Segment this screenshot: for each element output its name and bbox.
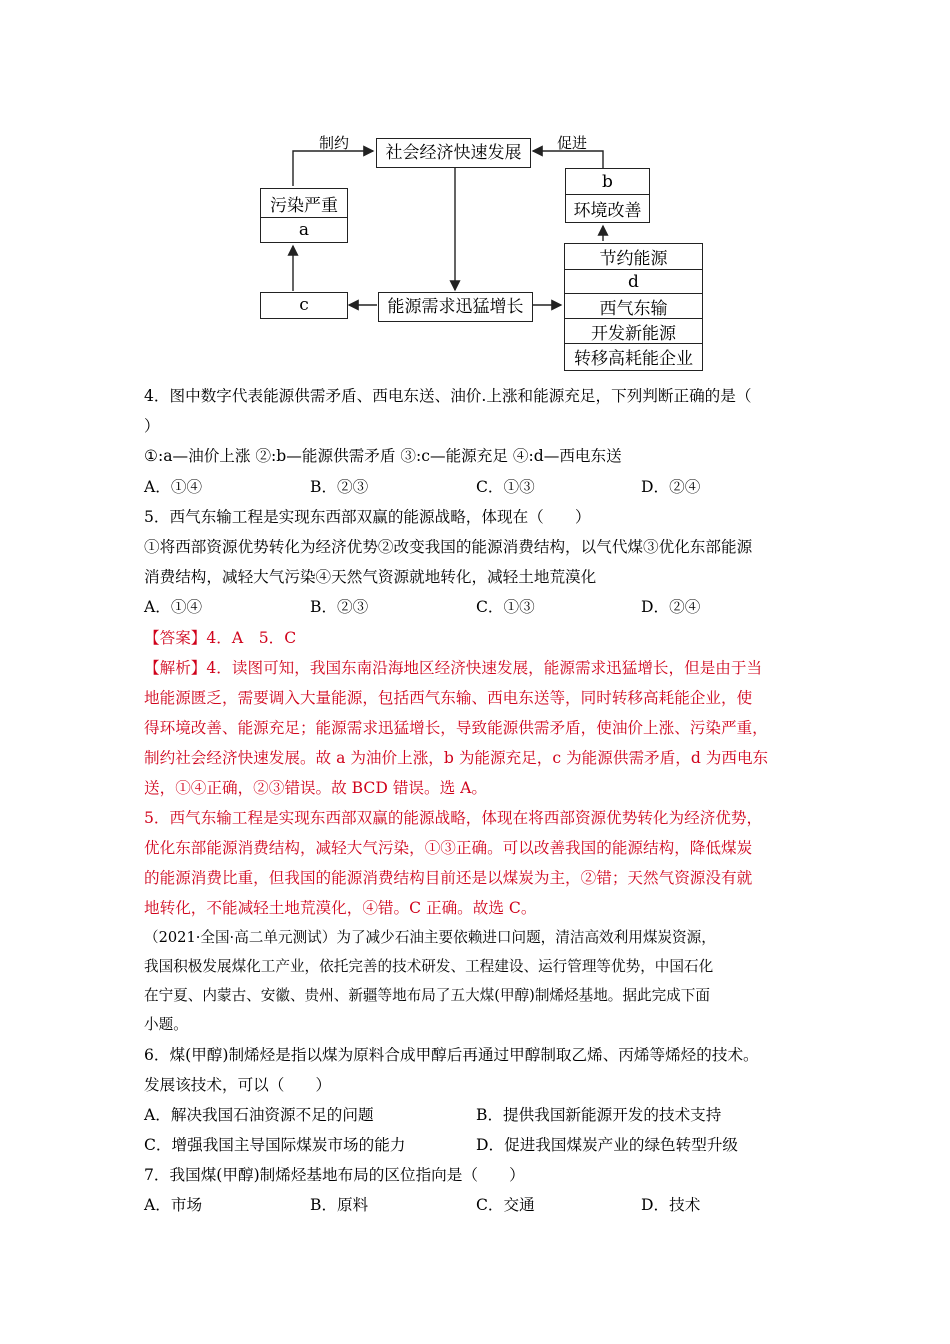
analysis-line: 地能源匮乏，需要调入大量能源，包括西气东输、西电东送等，同时转移高耗能企业，使 — [144, 689, 753, 707]
q5-items-line1: ①将西部资源优势转化为经济优势②改变我国的能源消费结构，以气代煤③优化东部能源 — [144, 538, 753, 556]
analysis-line: 优化东部能源消费结构，减轻大气污染，①③正确。可以改善我国的能源结构，降低煤炭 — [144, 839, 753, 857]
q4-items: ①:a—油价上涨 ②:b—能源供需矛盾 ③:c—能源充足 ④:d—西电东送 — [144, 447, 622, 465]
q5-items-line2: 消费结构，减轻大气污染④天然气资源就地转化，减轻土地荒漠化 — [144, 568, 597, 586]
cell-environment: 环境改善 — [573, 201, 642, 221]
box-environment — [565, 168, 650, 223]
cell-new-energy: 开发新能源 — [565, 319, 702, 344]
analysis-line: 地转化，不能减轻土地荒漠化，④错。C 正确。故选 C。 — [144, 899, 537, 917]
q7-stem: 7．我国煤(甲醇)制烯烃基地布局的区位指向是（ ） — [144, 1166, 525, 1184]
q7-option-a: A．市场 — [144, 1196, 203, 1214]
q7-option-d: D．技术 — [641, 1196, 701, 1214]
box-c: c — [260, 292, 348, 319]
analysis-line: 5．西气东输工程是实现东西部双赢的能源战略，体现在将西部资源优势转化为经济优势， — [144, 809, 763, 827]
q6-stem-line2: 发展该技术，可以（ ） — [144, 1076, 332, 1094]
q6-stem-line1: 6．煤(甲醇)制烯烃是指以煤为原料合成甲醇后再通过甲醇制取乙烯、丙烯等烯烃的技术。 — [144, 1046, 759, 1064]
box-energy-demand: 能源需求迅猛增长 — [378, 292, 533, 322]
q6-option-d: D．促进我国煤炭产业的绿色转型升级 — [476, 1136, 739, 1154]
cell-pollution: 污染严重 — [261, 189, 347, 218]
q5-option-d: D．②④ — [641, 598, 701, 616]
intro-line: （2021·全国·高二单元测试）为了减少石油主要依赖进口问题，清洁高效利用煤炭资源， — [144, 929, 716, 946]
q5-option-b: B．②③ — [310, 598, 369, 616]
cell-save-energy: 节约能源 — [565, 244, 702, 270]
box-economy-growth: 社会经济快速发展 — [376, 138, 531, 168]
q5-option-a: A．①④ — [144, 598, 203, 616]
analysis-line: 得环境改善、能源充足；能源需求迅猛增长，导致能源供需矛盾，使油价上涨、污染严重， — [144, 719, 768, 737]
answer-line: 【答案】4．A 5．C — [144, 629, 297, 647]
q6-option-c: C．增强我国主导国际煤炭市场的能力 — [144, 1136, 406, 1154]
intro-line: 小题。 — [144, 1016, 188, 1033]
label-promote: 促进 — [557, 134, 588, 152]
cell-d: d — [565, 270, 702, 294]
q4-option-d: D．②④ — [641, 478, 701, 496]
q7-option-c: C．交通 — [476, 1196, 535, 1214]
q4-option-b: B．②③ — [310, 478, 369, 496]
energy-flow-diagram — [255, 128, 710, 373]
q5-option-c: C．①③ — [476, 598, 535, 616]
q7-option-b: B．原料 — [310, 1196, 369, 1214]
analysis-line: 送，①④正确，②③错误。故 BCD 错误。选 A。 — [144, 779, 488, 797]
label-constrain: 制约 — [319, 134, 350, 152]
cell-transfer-industry: 转移高耗能企业 — [574, 349, 693, 369]
q5-stem: 5．西气东输工程是实现东西部双赢的能源战略，体现在（ ） — [144, 508, 591, 526]
intro-line: 在宁夏、内蒙古、安徽、贵州、新疆等地布局了五大煤(甲醇)制烯烃基地。据此完成下面 — [144, 987, 710, 1004]
cell-b: b — [566, 169, 649, 195]
q4-option-a: A．①④ — [144, 478, 203, 496]
cell-west-gas: 西气东输 — [565, 294, 702, 319]
q6-option-b: B．提供我国新能源开发的技术支持 — [476, 1106, 722, 1124]
analysis-line: 【解析】4．读图可知，我国东南沿海地区经济快速发展，能源需求迅猛增长，但是由于当 — [144, 659, 763, 677]
q4-option-c: C．①③ — [476, 478, 535, 496]
box-measures — [564, 243, 703, 371]
analysis-line: 制约社会经济快速发展。故 a 为油价上涨，b 为能源充足，c 为能源供需矛盾，d 为西电东 — [144, 749, 769, 767]
cell-a: a — [298, 220, 310, 240]
q6-option-a: A．解决我国石油资源不足的问题 — [144, 1106, 374, 1124]
q4-stem-line1: 4．图中数字代表能源供需矛盾、西电东送、油价.上涨和能源充足，下列判断正确的是（ — [144, 387, 752, 405]
box-pollution — [260, 188, 348, 243]
q4-stem-line2: ） — [144, 417, 160, 435]
analysis-line: 的能源消费比重，但我国的能源消费结构目前还是以煤炭为主，②错；天然气资源没有就 — [144, 869, 753, 887]
intro-line: 我国积极发展煤化工产业，依托完善的技术研发、工程建设、运行管理等优势，中国石化 — [144, 958, 714, 975]
